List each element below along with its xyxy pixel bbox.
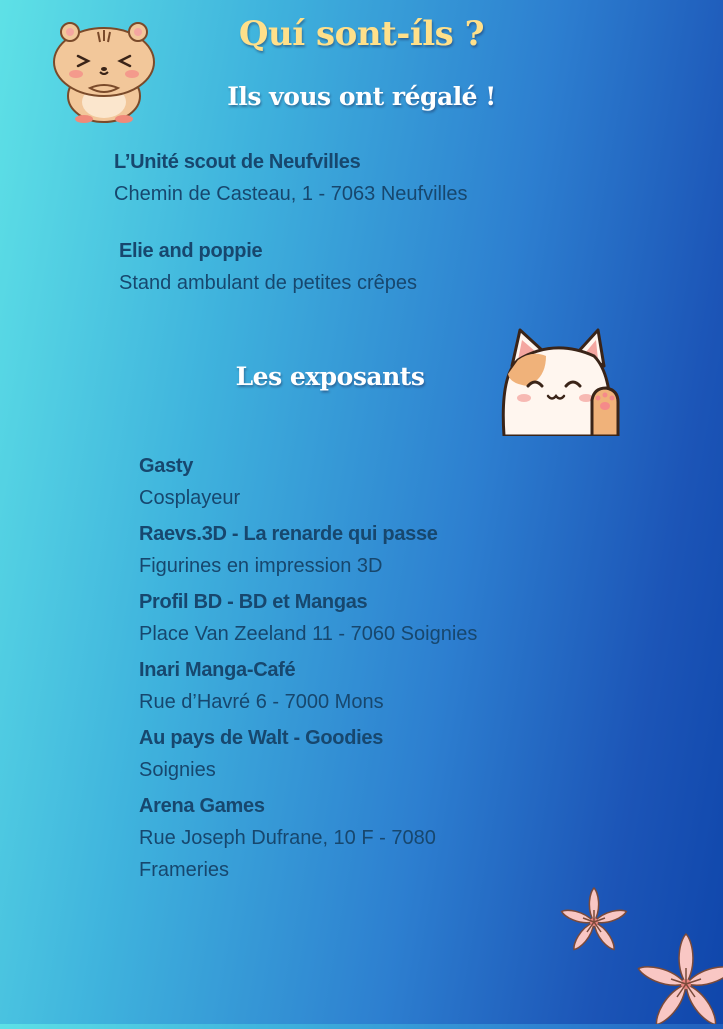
- exhibitor-detail: Rue d’Havré 6 - 7000 Mons: [139, 691, 384, 713]
- section-title: Les exposants: [235, 362, 425, 391]
- exhibitor-detail: Figurines en impression 3D: [139, 555, 383, 577]
- sponsor-detail: Chemin de Casteau, 1 - 7063 Neufvilles: [114, 183, 468, 205]
- list-item: [139, 790, 559, 886]
- sponsor-entry: [114, 146, 468, 210]
- exhibitor-name: Au pays de Walt - Goodies: [139, 727, 384, 749]
- sponsor-name: L’Unité scout de Neufvilles: [114, 151, 361, 173]
- sponsor-entry: [119, 235, 417, 299]
- exhibitor-detail: Rue Joseph Dufrane, 10 F - 7080 Frameries: [139, 827, 436, 881]
- list-item: [139, 518, 559, 582]
- exhibitor-detail: Place Van Zeeland 11 - 7060 Soignies: [139, 623, 478, 645]
- sponsor-detail: Stand ambulant de petites crêpes: [119, 272, 417, 294]
- page-title: Quí sont-íls ?: [238, 14, 485, 54]
- list-item: [139, 586, 559, 650]
- exhibitor-detail: Soignies: [139, 759, 216, 781]
- exhibitor-name: Raevs.3D - La renarde qui passe: [139, 523, 438, 545]
- exhibitor-name: Arena Games: [139, 795, 265, 817]
- cherry-blossom-illustration: [552, 880, 723, 1024]
- exhibitor-name: Profil BD - BD et Mangas: [139, 591, 368, 613]
- list-item: [139, 654, 559, 718]
- list-item: [139, 722, 559, 786]
- exhibitor-name: Inari Manga-Café: [139, 659, 296, 681]
- page-subtitle: Ils vous ont régalé !: [227, 82, 496, 111]
- waving-cat-illustration: [498, 326, 624, 436]
- exhibitor-name: Gasty: [139, 455, 194, 477]
- exhibitor-list: [139, 450, 559, 890]
- sponsor-name: Elie and poppie: [119, 240, 263, 262]
- exhibitor-detail: Cosplayeur: [139, 487, 241, 509]
- list-item: [139, 450, 559, 514]
